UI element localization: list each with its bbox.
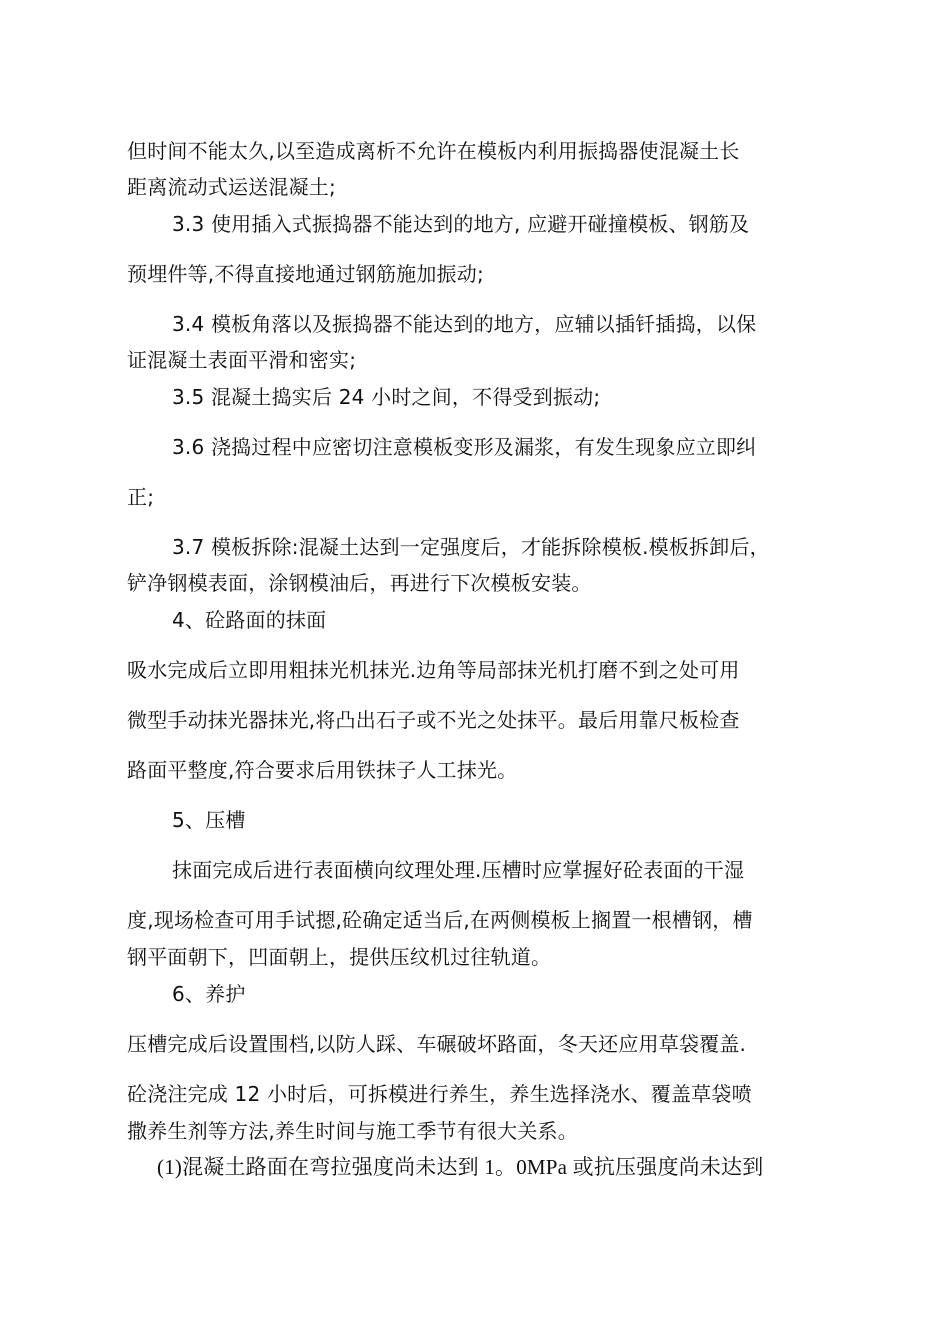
- text-line: 度,现场检查可用手试摁,砼确定适当后,在两侧模板上搁置一根槽钢，槽: [127, 908, 753, 932]
- text-line: 3.4 模板角落以及振捣器不能达到的地方，应辅以插钎插捣，以保: [172, 312, 757, 336]
- text-line: 3.3 使用插入式振捣器不能达到的地方, 应避开碰撞模板、钢筋及: [172, 212, 750, 236]
- text-line: 距离流动式运送混凝土;: [127, 175, 336, 199]
- text-line: 路面平整度,符合要求后用铁抹子人工抹光。: [127, 758, 518, 782]
- text-line: 正;: [127, 485, 155, 509]
- text-line: 3.7 模板拆除:混凝土达到一定强度后，才能拆除模板.模板拆卸后，: [172, 535, 770, 559]
- section-heading: 6、养护: [172, 982, 246, 1006]
- section-heading: 4、砼路面的抹面: [172, 608, 327, 632]
- text-line: 证混凝土表面平滑和密实;: [127, 348, 357, 372]
- text-line: 撒养生剂等方法,养生时间与施工季节有很大关系。: [127, 1119, 578, 1143]
- text-line: 微型手动抹光器抹光,将凸出石子或不光之处抹平。最后用靠尺板检查: [127, 708, 740, 732]
- text-line: 铲净钢模表面，涂钢模油后，再进行下次模板安装。: [127, 571, 592, 595]
- text-line: 预埋件等,不得直接地通过钢筋施加振动;: [127, 262, 484, 286]
- text-line: 3.6 浇捣过程中应密切注意模板变形及漏浆，有发生现象应立即纠: [172, 435, 757, 459]
- text-line: (1)混凝土路面在弯拉强度尚未达到 1。0MPa 或抗压强度尚未达到: [157, 1155, 764, 1179]
- text-line: 吸水完成后立即用粗抹光机抹光.边角等局部抹光机打磨不到之处可用: [127, 658, 740, 682]
- text-line: 抹面完成后进行表面横向纹理处理.压槽时应掌握好砼表面的干湿: [172, 858, 745, 882]
- text-line: 压槽完成后设置围档,以防人踩、车碾破坏路面，冬天还应用草袋覆盖.: [127, 1032, 747, 1056]
- text-line: 但时间不能太久,以至造成离析不允许在模板内利用振捣器使混凝土长: [127, 139, 740, 163]
- text-line: 砼浇注完成 12 小时后，可拆模进行养生，养生选择浇水、覆盖草袋喷: [127, 1082, 752, 1106]
- text-line: 3.5 混凝土捣实后 24 小时之间，不得受到振动;: [172, 385, 601, 409]
- section-heading: 5、压槽: [172, 808, 246, 832]
- text-line: 钢平面朝下，凹面朝上，提供压纹机过往轨道。: [127, 945, 552, 969]
